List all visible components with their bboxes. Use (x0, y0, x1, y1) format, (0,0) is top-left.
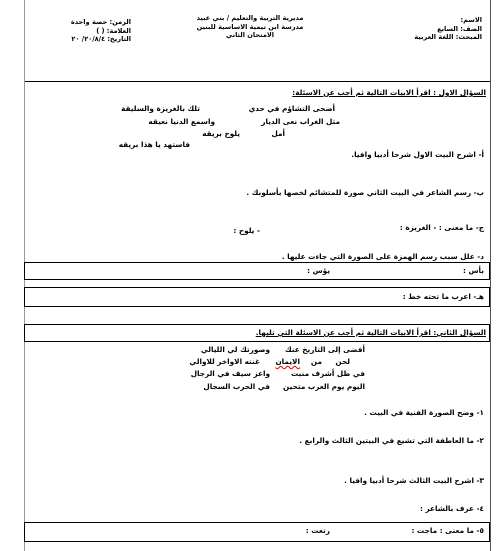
q1-verse-3a: أمل (271, 129, 285, 138)
time-label: الزمن: حصة واحدة (70, 18, 131, 26)
school-info (175, 14, 325, 40)
q2-verse-1a: أفضى إلى التاريخ عنك (284, 345, 365, 354)
q1-item-d: د- علل سبب رسم الهمزة على الصورة التي جاءت عليها . (281, 252, 484, 261)
q1-word-1: بأس : (462, 266, 484, 275)
q2-last-word: رتعت : (305, 526, 330, 535)
exam-title: الامتحان الثاني (225, 31, 275, 39)
q1-item-b: ب- رسم الشاعر في البيت الثاني صورة للمتشائم لخصها بأسلوبك . (246, 188, 484, 197)
q2-item-2: ٢- ما العاطفة التي تشيع في البيتين الثالث والرابع . (299, 436, 484, 445)
q1-item-e: هـ- اعرب ما تحته خط : (402, 292, 484, 301)
q1-word-2: يؤس : (307, 266, 330, 275)
q1-item-c-2: - يلوح : (233, 226, 260, 235)
q2-verse-2b: من (310, 357, 322, 366)
q2-verse-4b: في الحرب السجال (203, 382, 270, 391)
q2-verse-4a: اليوم يوم العرب متحين (283, 382, 365, 391)
q2-title: السؤال الثاني: اقرأ الابيات التالية ثم أجب عن الاسئلة التي تليها. (255, 328, 486, 337)
school-name: مدرسة ابن تيمية الاساسية للبنين (196, 22, 304, 31)
exam-page (24, 0, 491, 551)
q2-verse-2c: الايمان (275, 357, 300, 366)
q1-verse-3b: يلوح بريقه (202, 129, 240, 138)
q1-item-c-1: ج- ما معنى : - الغريزة : (399, 223, 484, 232)
grade-label: الصف: السابع (437, 24, 482, 33)
q1-verse-2a: مثل الغراب نعى الديار (261, 117, 340, 126)
q2-item-5: ٥- ما معنى : ماجت : (411, 526, 484, 535)
q1-verse-1b: تلك بالغريزة والسليقة (121, 104, 200, 113)
q2-verse-2d: غنته الاواخر للاوالي (189, 357, 260, 366)
q2-item-4: ٤- عرف بالشاعر : (420, 504, 484, 513)
q2-verse-2a: لحن (335, 357, 350, 366)
q1-title: السؤال الاول : اقرأ الابيات التالية ثم أجب عن الاسئلة: (292, 88, 486, 97)
student-info (372, 16, 482, 42)
student-name-label: الاسم: (460, 16, 482, 24)
date-label: التاريخ: ٢٠/٨/٤/ ٢٠ (71, 35, 131, 43)
q2-verse-3b: واعز سيف في الرجال (190, 369, 270, 378)
mark-label: العلامة: ( ) (96, 26, 131, 35)
q2-verse-1b: وصورتك لي الليالي (200, 345, 270, 354)
exam-header (25, 14, 490, 74)
q2-item-1: ١- وضح الصورة الفنية في البيت . (364, 408, 484, 417)
header-divider (25, 81, 490, 82)
q2-item-3: ٣- اشرح البيت الثالث شرحا أدبيا وافيا . (344, 476, 484, 485)
q2-verse-3a: في ظل أشرف منبت (290, 369, 365, 378)
exam-meta (31, 18, 131, 44)
q1-verse-2b: واسمع الدنيا نعيقه (148, 117, 215, 126)
directorate-label: مديرية التربية والتعليم / بني عبيد (196, 14, 304, 22)
q1-verse-1a: أضحى التشاؤم في حدي (248, 104, 335, 113)
subject-label: المبحث: اللغة العربية (414, 33, 482, 41)
q1-item-a: أ- اشرح البيت الاول شرحا أدبيا وافيا. (351, 150, 484, 159)
q1-verse-3c: فاستهد يا هذا بريقه (118, 140, 190, 149)
d-words-box (24, 262, 490, 280)
